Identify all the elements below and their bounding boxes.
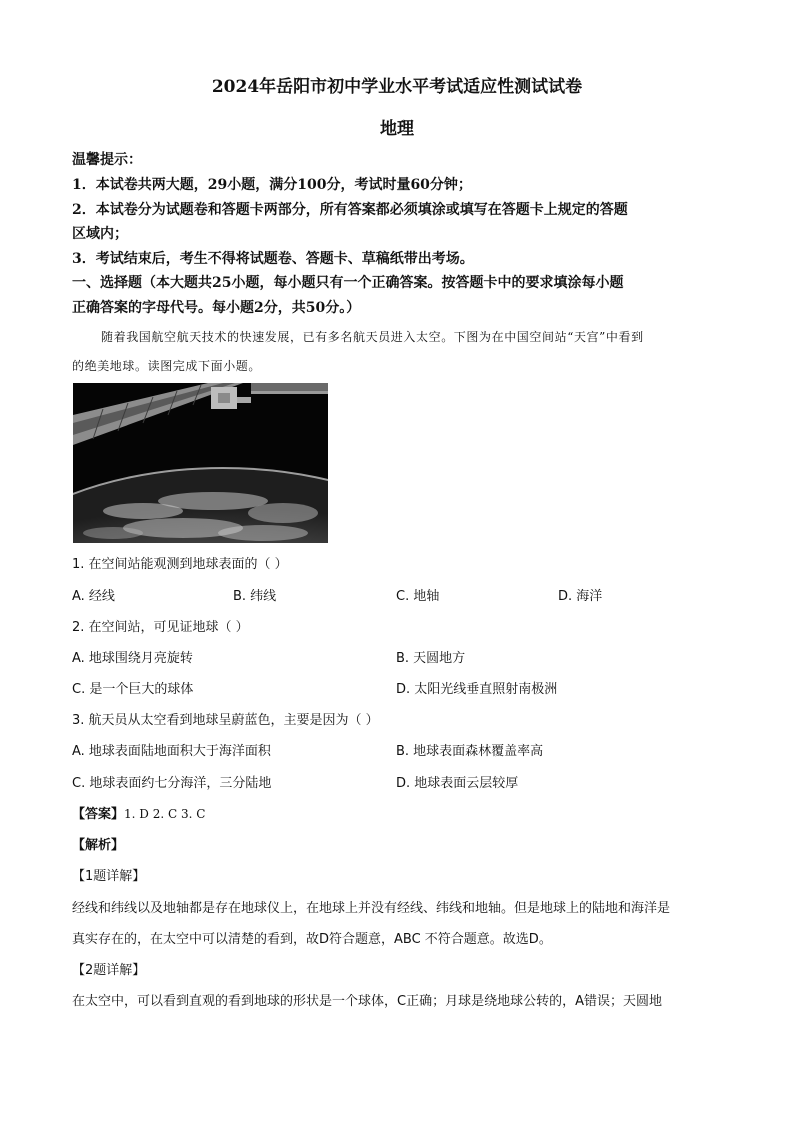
q1-detail-label: 【1题详解】 [72,869,146,884]
section-heading-line2: 正确答案的字母代号。每小题2分，共50分。） [72,300,361,316]
answer-row [72,803,732,822]
question-1-option-d[interactable]: D. 海洋 [558,589,603,604]
question-1-option-b[interactable]: B. 纬线 [233,589,277,604]
answer-label: 【答案】 [72,807,125,822]
subject-title: 地理 [380,119,414,139]
intro-line2: 的绝美地球。读图完成下面小题。 [72,359,262,373]
answer-values: 1. D 2. C 3. C [124,807,206,821]
tips-heading: 温馨提示： [72,152,142,168]
question-2-option-d[interactable]: D. 太阳光线垂直照射南极洲 [396,682,558,697]
question-3-option-d[interactable]: D. 地球表面云层较厚 [396,776,519,791]
analysis-label: 【解析】 [72,838,125,853]
intro-line1: 随着我国航空航天技术的快速发展，已有多名航天员进入太空。下图为在中国空间站“天宫”中看到 [101,330,644,344]
question-1-stem: 1. 在空间站能观测到地球表面的（ ） [72,557,288,572]
question-2-option-c[interactable]: C. 是一个巨大的球体 [72,682,194,697]
tip-item-2: 2．本试卷分为试题卷和答题卡两部分，所有答案都必须填涂或填写在答题卡上规定的答题 [72,202,628,218]
question-2-option-a[interactable]: A. 地球围绕月亮旋转 [72,651,193,666]
section-heading-line1: 一、选择题（本大题共25小题，每小题只有一个正确答案。按答题卡中的要求填涂每小题 [72,275,624,291]
q1-detail-line1: 经线和纬线以及地轴都是存在地球仪上，在地球上并没有经线、纬线和地轴。但是地球上的陆地和海洋是 [72,901,671,916]
question-1-option-c[interactable]: C. 地轴 [396,589,440,604]
question-1-option-a[interactable]: A. 经线 [72,589,115,604]
tip-item-3: 3．考试结束后，考生不得将试题卷、答题卡、草稿纸带出考场。 [72,251,474,267]
earth-photo-illustration [73,383,328,543]
tip-item-1: 1．本试卷共两大题，29小题，满分100分，考试时量60分钟； [72,177,472,193]
q1-detail-line2: 真实存在的，在太空中可以清楚的看到，故D符合题意，ABC 不符合题意。故选D。 [72,932,552,947]
question-3-stem: 3. 航天员从太空看到地球呈蔚蓝色，主要是因为（ ） [72,713,379,728]
question-3-option-a[interactable]: A. 地球表面陆地面积大于海洋面积 [72,744,271,759]
question-3-option-c[interactable]: C. 地球表面约七分海洋，三分陆地 [72,776,272,791]
q2-detail-label: 【2题详解】 [72,963,146,978]
earth-from-space-photo [73,383,328,543]
tip-item-2-cont: 区域内； [72,226,128,242]
question-3-option-b[interactable]: B. 地球表面森林覆盖率高 [396,744,544,759]
question-2-option-b[interactable]: B. 天圆地方 [396,651,466,666]
q2-detail-line1: 在太空中，可以看到直观的看到地球的形状是一个球体，C正确；月球是绕地球公转的，A错误；天圆地 [72,994,662,1009]
exam-title: 2024年岳阳市初中学业水平考试适应性测试试卷 [211,77,583,97]
question-2-stem: 2. 在空间站，可见证地球（ ） [72,620,249,635]
